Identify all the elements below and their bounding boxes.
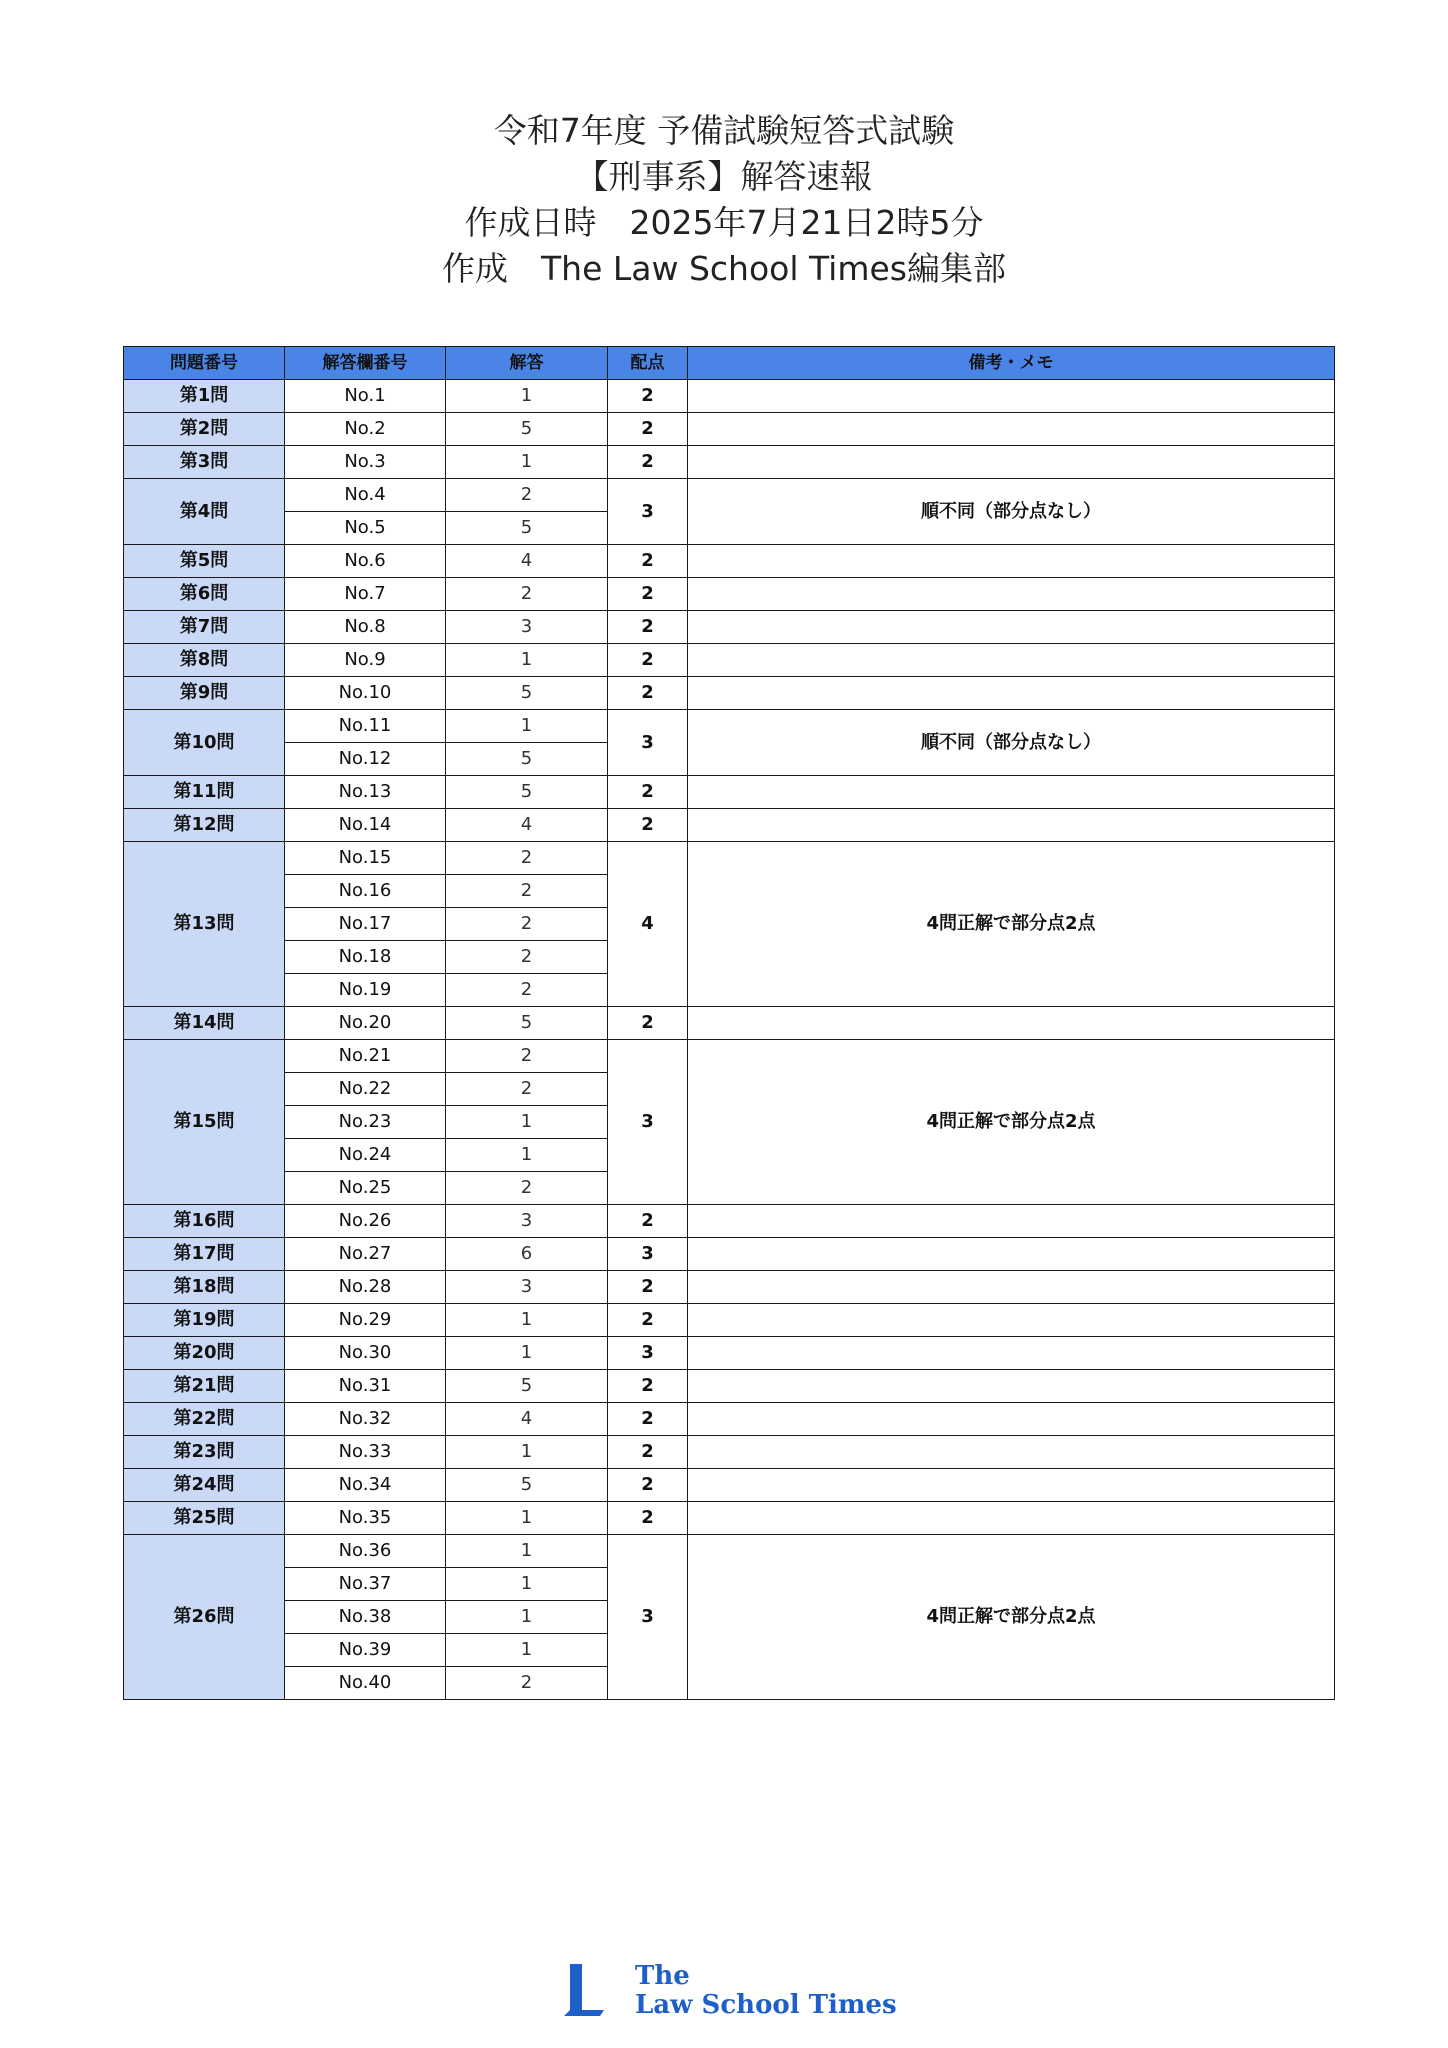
answer-cell: 5: [446, 512, 608, 545]
answer-cell: 3: [446, 1205, 608, 1238]
answer-cell: 5: [446, 677, 608, 710]
memo-cell: [688, 1304, 1335, 1337]
answer-cell: 4: [446, 809, 608, 842]
points-cell: 2: [608, 413, 688, 446]
answer-slot-cell: No.29: [285, 1304, 446, 1337]
answer-cell: 1: [446, 1106, 608, 1139]
answer-slot-cell: No.36: [285, 1535, 446, 1568]
points-cell: 2: [608, 644, 688, 677]
answer-slot-cell: No.15: [285, 842, 446, 875]
points-cell: 2: [608, 545, 688, 578]
points-cell: 3: [608, 710, 688, 776]
answer-cell: 1: [446, 1601, 608, 1634]
table-row: [124, 446, 1335, 479]
memo-cell: 順不同（部分点なし）: [688, 479, 1335, 545]
answer-slot-cell: No.28: [285, 1271, 446, 1304]
table-row: [124, 1502, 1335, 1535]
answer-cell: 4: [446, 1403, 608, 1436]
table-row: [124, 1469, 1335, 1502]
question-number-cell: 第5問: [124, 545, 285, 578]
points-cell: 3: [608, 1535, 688, 1700]
points-cell: 2: [608, 1403, 688, 1436]
answer-slot-cell: No.18: [285, 941, 446, 974]
table-row: [124, 479, 1335, 512]
answer-slot-cell: No.4: [285, 479, 446, 512]
question-number-cell: 第23問: [124, 1436, 285, 1469]
question-number-cell: 第18問: [124, 1271, 285, 1304]
memo-cell: 4問正解で部分点2点: [688, 1535, 1335, 1700]
answer-slot-cell: No.33: [285, 1436, 446, 1469]
table-row: [124, 1370, 1335, 1403]
column-header-question: 問題番号: [124, 347, 285, 380]
answer-slot-cell: No.1: [285, 380, 446, 413]
logo-text-line2: Law School Times: [635, 1990, 897, 2020]
answer-slot-cell: No.16: [285, 875, 446, 908]
title-created-at: 作成日時 2025年7月21日2時5分: [464, 203, 984, 242]
answer-slot-cell: No.24: [285, 1139, 446, 1172]
table-row: [124, 677, 1335, 710]
table-row: [124, 413, 1335, 446]
answer-slot-cell: No.7: [285, 578, 446, 611]
points-cell: 3: [608, 1040, 688, 1205]
answer-cell: 5: [446, 776, 608, 809]
memo-cell: 4問正解で部分点2点: [688, 842, 1335, 1007]
answer-slot-cell: No.14: [285, 809, 446, 842]
table-row: [124, 644, 1335, 677]
question-number-cell: 第8問: [124, 644, 285, 677]
answer-slot-cell: No.3: [285, 446, 446, 479]
answer-cell: 2: [446, 1073, 608, 1106]
answer-slot-cell: No.30: [285, 1337, 446, 1370]
points-cell: 2: [608, 1436, 688, 1469]
points-cell: 2: [608, 1304, 688, 1337]
table-row: [124, 380, 1335, 413]
answer-cell: 1: [446, 380, 608, 413]
table-row: [124, 1040, 1335, 1073]
document-title: [0, 108, 1448, 292]
table-row: [124, 611, 1335, 644]
logo-wordmark: [635, 1962, 897, 2020]
question-number-cell: 第2問: [124, 413, 285, 446]
logo-text-line1: The: [635, 1961, 690, 1991]
answer-slot-cell: No.26: [285, 1205, 446, 1238]
answer-slot-cell: No.19: [285, 974, 446, 1007]
memo-cell: [688, 1403, 1335, 1436]
answer-table-body: [124, 380, 1335, 1700]
question-number-cell: 第17問: [124, 1238, 285, 1271]
table-row: [124, 710, 1335, 743]
memo-cell: 4問正解で部分点2点: [688, 1040, 1335, 1205]
memo-cell: [688, 545, 1335, 578]
question-number-cell: 第26問: [124, 1535, 285, 1700]
answer-table: [123, 346, 1335, 1700]
title-author: 作成 The Law School Times編集部: [442, 249, 1006, 288]
points-cell: 2: [608, 611, 688, 644]
points-cell: 2: [608, 578, 688, 611]
answer-cell: 2: [446, 908, 608, 941]
answer-cell: 1: [446, 1436, 608, 1469]
title-subject: 【刑事系】解答速報: [575, 157, 873, 196]
points-cell: 2: [608, 1271, 688, 1304]
answer-slot-cell: No.12: [285, 743, 446, 776]
memo-cell: [688, 1502, 1335, 1535]
table-row: [124, 1403, 1335, 1436]
memo-cell: [688, 446, 1335, 479]
table-row: [124, 1436, 1335, 1469]
answer-slot-cell: No.20: [285, 1007, 446, 1040]
answer-cell: 2: [446, 974, 608, 1007]
table-row: [124, 1238, 1335, 1271]
question-number-cell: 第12問: [124, 809, 285, 842]
question-number-cell: 第3問: [124, 446, 285, 479]
table-row: [124, 578, 1335, 611]
memo-cell: [688, 1469, 1335, 1502]
question-number-cell: 第13問: [124, 842, 285, 1007]
memo-cell: [688, 413, 1335, 446]
answer-cell: 1: [446, 1634, 608, 1667]
answer-slot-cell: No.21: [285, 1040, 446, 1073]
answer-cell: 2: [446, 479, 608, 512]
title-exam-name: 令和7年度 予備試験短答式試験: [493, 111, 955, 150]
points-cell: 2: [608, 1370, 688, 1403]
answer-cell: 5: [446, 743, 608, 776]
points-cell: 3: [608, 1337, 688, 1370]
answer-slot-cell: No.40: [285, 1667, 446, 1700]
points-cell: 2: [608, 1007, 688, 1040]
table-row: [124, 545, 1335, 578]
points-cell: 2: [608, 809, 688, 842]
table-row: [124, 776, 1335, 809]
answer-cell: 2: [446, 941, 608, 974]
answer-cell: 5: [446, 1469, 608, 1502]
answer-slot-cell: No.6: [285, 545, 446, 578]
answer-cell: 2: [446, 875, 608, 908]
answer-slot-cell: No.2: [285, 413, 446, 446]
memo-cell: [688, 1271, 1335, 1304]
points-cell: 2: [608, 1469, 688, 1502]
answer-slot-cell: No.38: [285, 1601, 446, 1634]
memo-cell: [688, 1337, 1335, 1370]
memo-cell: [688, 1436, 1335, 1469]
answer-cell: 1: [446, 446, 608, 479]
points-cell: 2: [608, 776, 688, 809]
answer-cell: 3: [446, 1271, 608, 1304]
answer-cell: 1: [446, 644, 608, 677]
memo-cell: [688, 380, 1335, 413]
answer-cell: 5: [446, 1370, 608, 1403]
question-number-cell: 第20問: [124, 1337, 285, 1370]
question-number-cell: 第7問: [124, 611, 285, 644]
table-header-row: [124, 347, 1335, 380]
question-number-cell: 第9問: [124, 677, 285, 710]
question-number-cell: 第22問: [124, 1403, 285, 1436]
question-number-cell: 第19問: [124, 1304, 285, 1337]
column-header-memo: 備考・メモ: [688, 347, 1335, 380]
table-row: [124, 809, 1335, 842]
answer-slot-cell: No.10: [285, 677, 446, 710]
question-number-cell: 第14問: [124, 1007, 285, 1040]
answer-slot-cell: No.39: [285, 1634, 446, 1667]
points-cell: 2: [608, 1205, 688, 1238]
memo-cell: [688, 644, 1335, 677]
column-header-answer-slot: 解答欄番号: [285, 347, 446, 380]
answer-cell: 1: [446, 710, 608, 743]
answer-slot-cell: No.31: [285, 1370, 446, 1403]
answer-slot-cell: No.25: [285, 1172, 446, 1205]
question-number-cell: 第10問: [124, 710, 285, 776]
answer-cell: 1: [446, 1502, 608, 1535]
answer-cell: 1: [446, 1337, 608, 1370]
answer-cell: 1: [446, 1568, 608, 1601]
answer-slot-cell: No.34: [285, 1469, 446, 1502]
points-cell: 3: [608, 479, 688, 545]
answer-cell: 5: [446, 413, 608, 446]
table-row: [124, 1205, 1335, 1238]
answer-slot-cell: No.5: [285, 512, 446, 545]
column-header-points: 配点: [608, 347, 688, 380]
answer-cell: 1: [446, 1139, 608, 1172]
answer-cell: 2: [446, 842, 608, 875]
memo-cell: [688, 1007, 1335, 1040]
memo-cell: [688, 776, 1335, 809]
answer-cell: 5: [446, 1007, 608, 1040]
question-number-cell: 第6問: [124, 578, 285, 611]
answer-cell: 1: [446, 1304, 608, 1337]
answer-slot-cell: No.32: [285, 1403, 446, 1436]
points-cell: 2: [608, 1502, 688, 1535]
table-row: [124, 1007, 1335, 1040]
table-row: [124, 1304, 1335, 1337]
memo-cell: [688, 1205, 1335, 1238]
points-cell: 2: [608, 380, 688, 413]
answer-cell: 1: [446, 1535, 608, 1568]
memo-cell: [688, 1370, 1335, 1403]
answer-slot-cell: No.37: [285, 1568, 446, 1601]
answer-cell: 3: [446, 611, 608, 644]
answer-slot-cell: No.13: [285, 776, 446, 809]
memo-cell: [688, 677, 1335, 710]
answer-cell: 2: [446, 1172, 608, 1205]
points-cell: 2: [608, 446, 688, 479]
table-row: [124, 1535, 1335, 1568]
answer-slot-cell: No.17: [285, 908, 446, 941]
question-number-cell: 第25問: [124, 1502, 285, 1535]
memo-cell: [688, 578, 1335, 611]
memo-cell: [688, 1238, 1335, 1271]
answer-slot-cell: No.35: [285, 1502, 446, 1535]
table-row: [124, 842, 1335, 875]
answer-slot-cell: No.22: [285, 1073, 446, 1106]
answer-slot-cell: No.11: [285, 710, 446, 743]
memo-cell: 順不同（部分点なし）: [688, 710, 1335, 776]
answer-cell: 6: [446, 1238, 608, 1271]
answer-cell: 2: [446, 1667, 608, 1700]
question-number-cell: 第16問: [124, 1205, 285, 1238]
law-school-times-logo: [560, 1962, 900, 2022]
answer-cell: 2: [446, 578, 608, 611]
answer-slot-cell: No.9: [285, 644, 446, 677]
answer-slot-cell: No.27: [285, 1238, 446, 1271]
logo-l-mark-icon: [560, 1962, 606, 2018]
points-cell: 4: [608, 842, 688, 1007]
question-number-cell: 第15問: [124, 1040, 285, 1205]
table-row: [124, 1337, 1335, 1370]
column-header-answer: 解答: [446, 347, 608, 380]
question-number-cell: 第24問: [124, 1469, 285, 1502]
answer-cell: 4: [446, 545, 608, 578]
question-number-cell: 第1問: [124, 380, 285, 413]
question-number-cell: 第4問: [124, 479, 285, 545]
answer-slot-cell: No.8: [285, 611, 446, 644]
answer-slot-cell: No.23: [285, 1106, 446, 1139]
points-cell: 3: [608, 1238, 688, 1271]
question-number-cell: 第21問: [124, 1370, 285, 1403]
question-number-cell: 第11問: [124, 776, 285, 809]
points-cell: 2: [608, 677, 688, 710]
memo-cell: [688, 809, 1335, 842]
table-row: [124, 1271, 1335, 1304]
memo-cell: [688, 611, 1335, 644]
answer-cell: 2: [446, 1040, 608, 1073]
